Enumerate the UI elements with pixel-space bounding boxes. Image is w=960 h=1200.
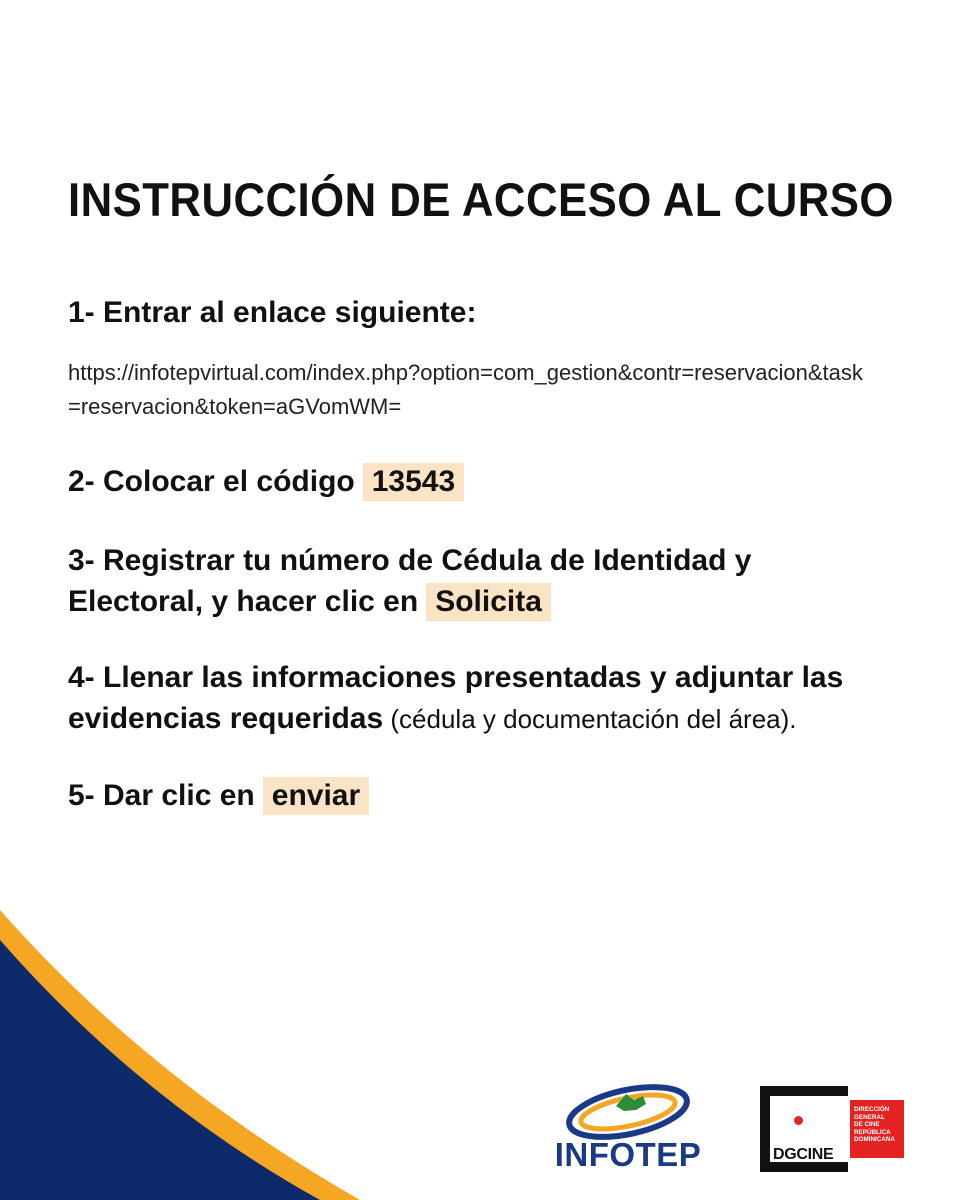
step-3-line2-text: Electoral, y hacer clic en [68, 585, 419, 618]
dgcine-frame [760, 1086, 848, 1172]
red-dot-icon [794, 1116, 803, 1125]
step-2 [68, 461, 464, 502]
step-3-line1: 3- Registrar tu número de Cédula de Identidad y [68, 544, 752, 577]
step-4-line2-bold: evidencias requeridas [68, 702, 384, 735]
enviar-highlight: enviar [263, 777, 369, 815]
page-title: INSTRUCCIÓN DE ACCESO AL CURSO [68, 173, 894, 226]
step-1: 1- Entrar al enlace siguiente: [68, 296, 477, 329]
infotep-wordmark: INFOTEP [554, 1136, 702, 1173]
step-5-text: 5- Dar clic en [68, 779, 255, 812]
dgcine-wordmark: DGCINE [773, 1146, 834, 1163]
step-4-line1: 4- Llenar las informaciones presentadas y adjuntar las [68, 661, 844, 694]
step-4-line2-light: (cédula y documentación del área). [383, 704, 797, 734]
step-2-text: 2- Colocar el código [68, 465, 355, 498]
infotep-logo [548, 1078, 708, 1178]
step-5 [68, 775, 369, 816]
step-4 [68, 657, 843, 740]
dgcine-logo [760, 1086, 904, 1172]
step-4-line2 [68, 698, 843, 740]
step-3-line2 [68, 581, 751, 622]
dgcine-caption-block [850, 1100, 904, 1158]
step-3 [68, 540, 751, 622]
course-code-highlight: 13543 [363, 463, 464, 501]
dgcine-caption: DIRECCIÓN GENERAL DE CINE REPÚBLICA DOMINICANA [854, 1106, 895, 1144]
corner-swoosh-decoration [0, 880, 400, 1200]
solicita-highlight: Solicita [426, 583, 551, 621]
access-link[interactable]: https://infotepvirtual.com/index.php?option=com_gestion&contr=reservacion&task=reservacion&token=aGVomWM= [68, 360, 863, 419]
